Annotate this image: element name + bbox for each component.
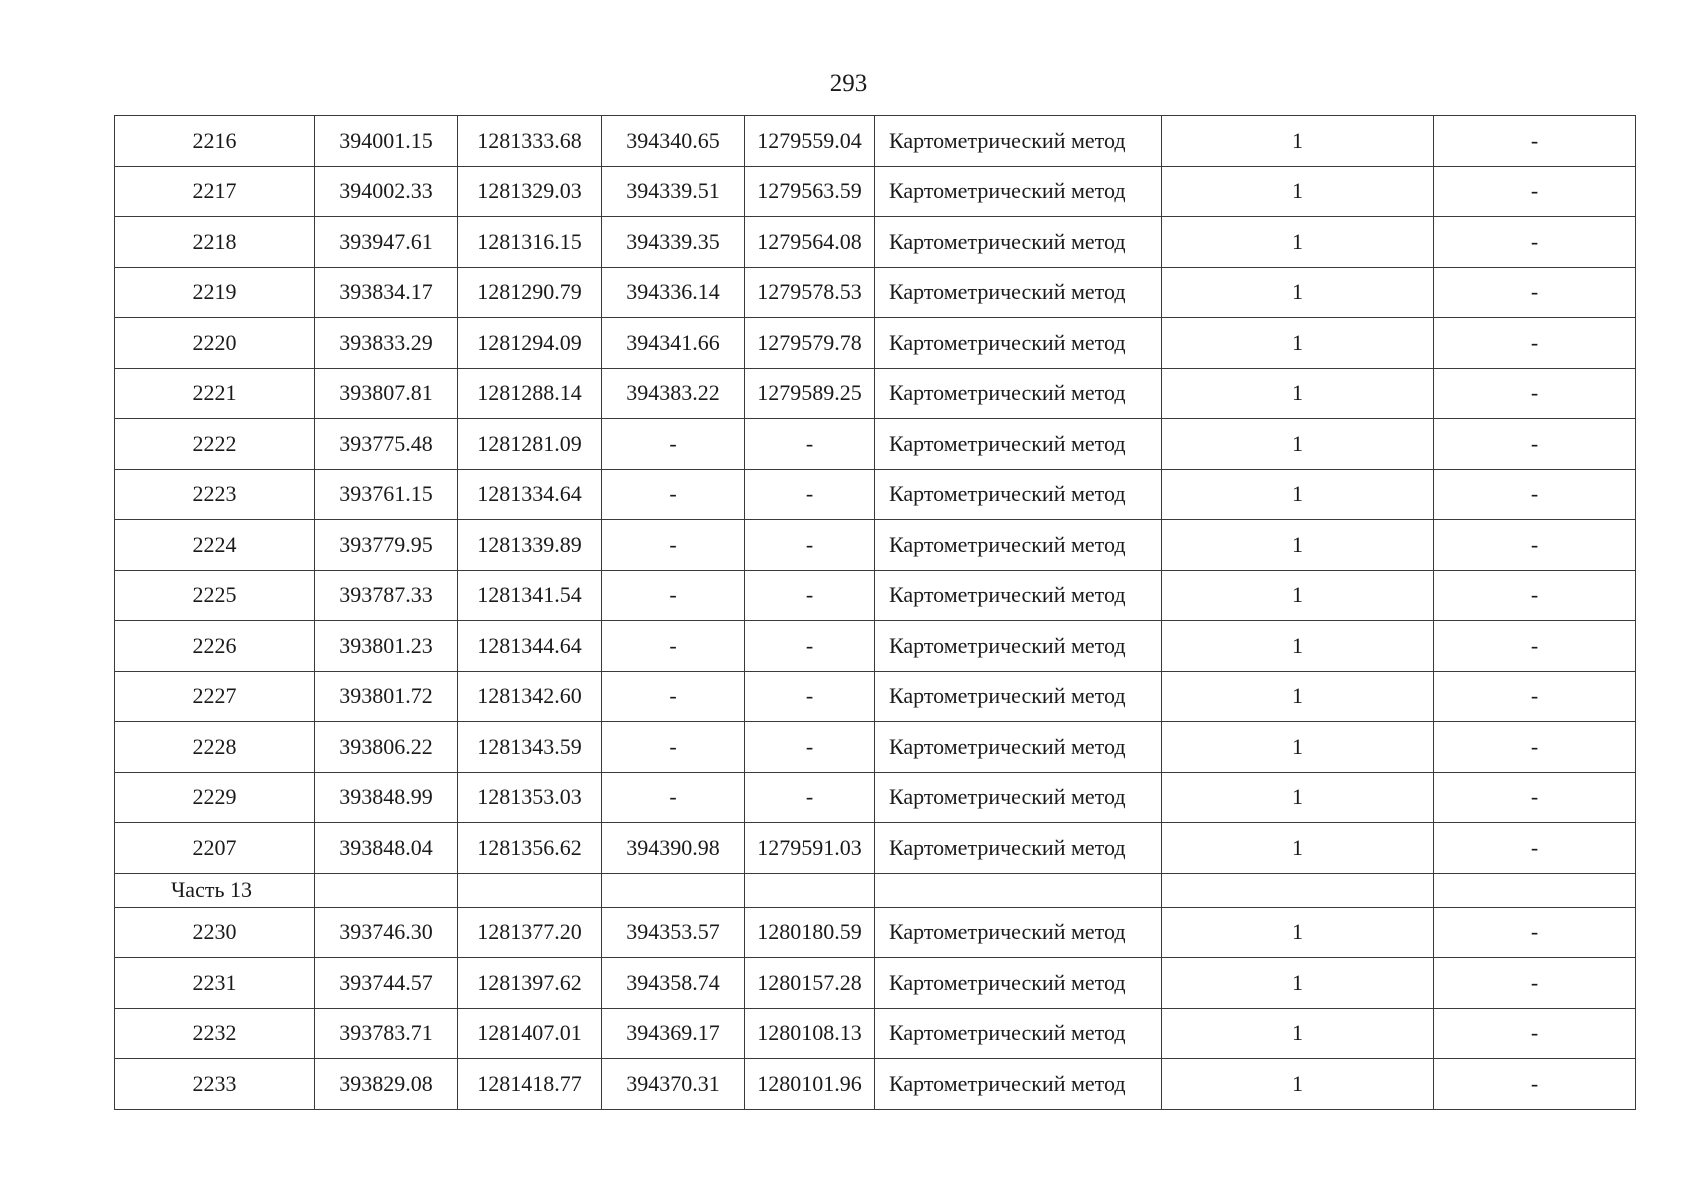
method-cell: Картометрический метод (875, 772, 1162, 823)
table-row (115, 570, 1636, 621)
table-row (115, 318, 1636, 369)
point-number-cell: 2230 (115, 907, 315, 958)
description-cell: - (1434, 267, 1636, 318)
x-existing-cell: 393744.57 (315, 958, 458, 1009)
x-new-cell (602, 873, 745, 907)
y-existing-cell: 1281329.03 (458, 166, 602, 217)
x-new-cell: - (602, 520, 745, 571)
accuracy-cell: 1 (1162, 469, 1434, 520)
point-number-cell: 2207 (115, 823, 315, 874)
x-existing-cell: 393746.30 (315, 907, 458, 958)
description-cell: - (1434, 823, 1636, 874)
point-number-cell: 2219 (115, 267, 315, 318)
description-cell: - (1434, 722, 1636, 773)
description-cell (1434, 873, 1636, 907)
x-new-cell: 394390.98 (602, 823, 745, 874)
description-cell: - (1434, 570, 1636, 621)
x-existing-cell: 393848.04 (315, 823, 458, 874)
point-number-cell: 2231 (115, 958, 315, 1009)
point-number-cell: 2233 (115, 1059, 315, 1110)
accuracy-cell: 1 (1162, 217, 1434, 268)
point-number-cell: 2221 (115, 368, 315, 419)
y-new-cell: 1280101.96 (745, 1059, 875, 1110)
table-row (115, 469, 1636, 520)
y-existing-cell: 1281418.77 (458, 1059, 602, 1110)
table-row (115, 267, 1636, 318)
y-existing-cell: 1281341.54 (458, 570, 602, 621)
x-new-cell: - (602, 671, 745, 722)
description-cell: - (1434, 469, 1636, 520)
y-existing-cell: 1281339.89 (458, 520, 602, 571)
x-existing-cell: 393829.08 (315, 1059, 458, 1110)
accuracy-cell: 1 (1162, 1059, 1434, 1110)
x-new-cell: - (602, 772, 745, 823)
accuracy-cell: 1 (1162, 907, 1434, 958)
x-new-cell: 394383.22 (602, 368, 745, 419)
y-new-cell: 1280180.59 (745, 907, 875, 958)
table-row (115, 1008, 1636, 1059)
y-new-cell: - (745, 520, 875, 571)
y-existing-cell: 1281342.60 (458, 671, 602, 722)
y-new-cell: - (745, 772, 875, 823)
accuracy-cell: 1 (1162, 621, 1434, 672)
y-existing-cell: 1281353.03 (458, 772, 602, 823)
method-cell (875, 873, 1162, 907)
x-existing-cell: 393801.72 (315, 671, 458, 722)
y-new-cell: - (745, 419, 875, 470)
method-cell: Картометрический метод (875, 419, 1162, 470)
x-new-cell: 394339.35 (602, 217, 745, 268)
description-cell: - (1434, 907, 1636, 958)
x-existing-cell: 393783.71 (315, 1008, 458, 1059)
method-cell: Картометрический метод (875, 368, 1162, 419)
table-row (115, 368, 1636, 419)
y-new-cell: 1280157.28 (745, 958, 875, 1009)
point-number-cell: 2232 (115, 1008, 315, 1059)
accuracy-cell (1162, 873, 1434, 907)
y-new-cell: - (745, 671, 875, 722)
point-number-cell: 2227 (115, 671, 315, 722)
description-cell: - (1434, 520, 1636, 571)
y-new-cell: 1279563.59 (745, 166, 875, 217)
y-new-cell: 1279559.04 (745, 116, 875, 167)
description-cell: - (1434, 772, 1636, 823)
accuracy-cell: 1 (1162, 166, 1434, 217)
method-cell: Картометрический метод (875, 621, 1162, 672)
table-row (115, 722, 1636, 773)
section-header-row (115, 873, 1636, 907)
point-number-cell: 2229 (115, 772, 315, 823)
table-row (115, 116, 1636, 167)
y-new-cell: - (745, 621, 875, 672)
x-existing-cell: 393833.29 (315, 318, 458, 369)
point-number-cell: 2226 (115, 621, 315, 672)
x-existing-cell: 393834.17 (315, 267, 458, 318)
method-cell: Картометрический метод (875, 722, 1162, 773)
table-row (115, 520, 1636, 571)
y-existing-cell: 1281344.64 (458, 621, 602, 672)
accuracy-cell: 1 (1162, 1008, 1434, 1059)
y-new-cell: - (745, 469, 875, 520)
table-row (115, 166, 1636, 217)
x-existing-cell: 393761.15 (315, 469, 458, 520)
y-existing-cell: 1281356.62 (458, 823, 602, 874)
method-cell: Картометрический метод (875, 907, 1162, 958)
method-cell: Картометрический метод (875, 318, 1162, 369)
x-existing-cell: 393787.33 (315, 570, 458, 621)
x-existing-cell: 394002.33 (315, 166, 458, 217)
method-cell: Картометрический метод (875, 823, 1162, 874)
y-new-cell: 1279564.08 (745, 217, 875, 268)
y-existing-cell: 1281334.64 (458, 469, 602, 520)
y-existing-cell: 1281333.68 (458, 116, 602, 167)
y-existing-cell: 1281316.15 (458, 217, 602, 268)
accuracy-cell: 1 (1162, 318, 1434, 369)
x-new-cell: 394339.51 (602, 166, 745, 217)
x-existing-cell: 393947.61 (315, 217, 458, 268)
description-cell: - (1434, 621, 1636, 672)
accuracy-cell: 1 (1162, 958, 1434, 1009)
x-new-cell: 394370.31 (602, 1059, 745, 1110)
x-new-cell: 394341.66 (602, 318, 745, 369)
y-existing-cell: 1281294.09 (458, 318, 602, 369)
x-new-cell: 394336.14 (602, 267, 745, 318)
accuracy-cell: 1 (1162, 772, 1434, 823)
x-existing-cell: 393779.95 (315, 520, 458, 571)
point-number-cell: 2222 (115, 419, 315, 470)
section-label: Часть 13 (115, 873, 315, 907)
description-cell: - (1434, 671, 1636, 722)
table-row (115, 1059, 1636, 1110)
y-existing-cell: 1281377.20 (458, 907, 602, 958)
table-body (115, 116, 1636, 1110)
method-cell: Картометрический метод (875, 1059, 1162, 1110)
x-new-cell: - (602, 570, 745, 621)
accuracy-cell: 1 (1162, 267, 1434, 318)
description-cell: - (1434, 368, 1636, 419)
y-existing-cell: 1281290.79 (458, 267, 602, 318)
method-cell: Картометрический метод (875, 217, 1162, 268)
method-cell: Картометрический метод (875, 671, 1162, 722)
y-new-cell: - (745, 570, 875, 621)
accuracy-cell: 1 (1162, 520, 1434, 571)
accuracy-cell: 1 (1162, 722, 1434, 773)
accuracy-cell: 1 (1162, 116, 1434, 167)
x-existing-cell: 393848.99 (315, 772, 458, 823)
x-new-cell: 394353.57 (602, 907, 745, 958)
point-number-cell: 2220 (115, 318, 315, 369)
description-cell: - (1434, 318, 1636, 369)
method-cell: Картометрический метод (875, 469, 1162, 520)
point-number-cell: 2216 (115, 116, 315, 167)
method-cell: Картометрический метод (875, 570, 1162, 621)
description-cell: - (1434, 116, 1636, 167)
x-new-cell: 394369.17 (602, 1008, 745, 1059)
page-number: 293 (829, 70, 868, 97)
method-cell: Картометрический метод (875, 958, 1162, 1009)
table-row (115, 217, 1636, 268)
x-new-cell: - (602, 722, 745, 773)
table-row (115, 671, 1636, 722)
point-number-cell: 2223 (115, 469, 315, 520)
x-new-cell: 394340.65 (602, 116, 745, 167)
method-cell: Картометрический метод (875, 267, 1162, 318)
y-existing-cell (458, 873, 602, 907)
point-number-cell: 2218 (115, 217, 315, 268)
accuracy-cell: 1 (1162, 419, 1434, 470)
method-cell: Картометрический метод (875, 520, 1162, 571)
point-number-cell: 2225 (115, 570, 315, 621)
accuracy-cell: 1 (1162, 671, 1434, 722)
y-new-cell: 1279579.78 (745, 318, 875, 369)
y-existing-cell: 1281343.59 (458, 722, 602, 773)
x-new-cell: - (602, 419, 745, 470)
y-new-cell (745, 873, 875, 907)
description-cell: - (1434, 419, 1636, 470)
description-cell: - (1434, 958, 1636, 1009)
x-new-cell: - (602, 621, 745, 672)
x-existing-cell: 393807.81 (315, 368, 458, 419)
y-existing-cell: 1281281.09 (458, 419, 602, 470)
description-cell: - (1434, 1059, 1636, 1110)
x-existing-cell: 393801.23 (315, 621, 458, 672)
table-row (115, 907, 1636, 958)
table-row (115, 621, 1636, 672)
accuracy-cell: 1 (1162, 823, 1434, 874)
table-row (115, 823, 1636, 874)
y-new-cell: - (745, 722, 875, 773)
x-new-cell: - (602, 469, 745, 520)
x-existing-cell: 394001.15 (315, 116, 458, 167)
x-existing-cell: 393775.48 (315, 419, 458, 470)
method-cell: Картометрический метод (875, 1008, 1162, 1059)
table-row (115, 772, 1636, 823)
y-existing-cell: 1281397.62 (458, 958, 602, 1009)
x-existing-cell (315, 873, 458, 907)
y-existing-cell: 1281407.01 (458, 1008, 602, 1059)
table-row (115, 419, 1636, 470)
method-cell: Картометрический метод (875, 166, 1162, 217)
method-cell: Картометрический метод (875, 116, 1162, 167)
point-number-cell: 2217 (115, 166, 315, 217)
point-number-cell: 2228 (115, 722, 315, 773)
description-cell: - (1434, 1008, 1636, 1059)
coordinates-table (114, 115, 1636, 1110)
y-existing-cell: 1281288.14 (458, 368, 602, 419)
point-number-cell: 2224 (115, 520, 315, 571)
y-new-cell: 1279591.03 (745, 823, 875, 874)
x-existing-cell: 393806.22 (315, 722, 458, 773)
description-cell: - (1434, 217, 1636, 268)
description-cell: - (1434, 166, 1636, 217)
x-new-cell: 394358.74 (602, 958, 745, 1009)
table-row (115, 958, 1636, 1009)
y-new-cell: 1279589.25 (745, 368, 875, 419)
y-new-cell: 1279578.53 (745, 267, 875, 318)
accuracy-cell: 1 (1162, 570, 1434, 621)
accuracy-cell: 1 (1162, 368, 1434, 419)
y-new-cell: 1280108.13 (745, 1008, 875, 1059)
